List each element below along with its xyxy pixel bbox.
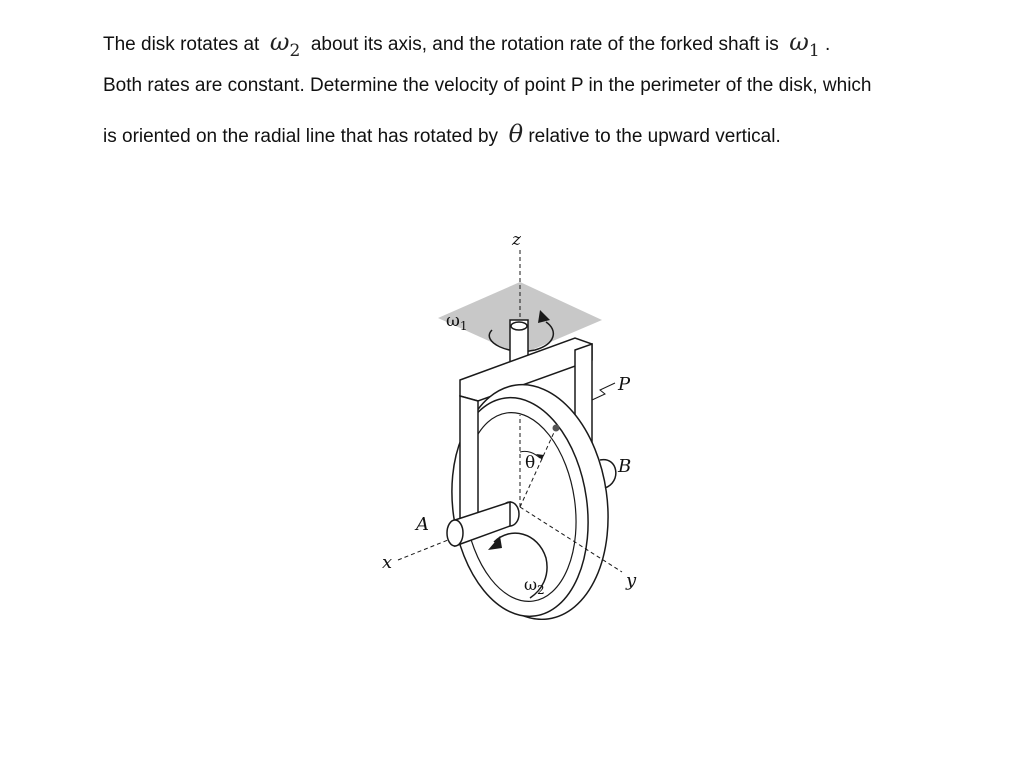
problem-statement bbox=[103, 30, 1003, 174]
problem-line-3 bbox=[103, 122, 1003, 170]
omega-2-letter: ω bbox=[269, 28, 290, 56]
line1-text-a: The disk rotates at bbox=[103, 34, 260, 55]
problem-line-2: Both rates are constant. Determine the velocity of point P in the perimeter of the disk, which bbox=[103, 75, 872, 96]
omega-1-subscript: 1 bbox=[808, 41, 820, 61]
omega-1-label-subscript: 1 bbox=[459, 319, 468, 333]
x-axis-label: x bbox=[382, 552, 393, 573]
y-axis-label: y bbox=[626, 570, 637, 591]
omega-2-label-letter: ω bbox=[524, 575, 538, 594]
p-leader-line bbox=[592, 383, 615, 400]
omega-2-label-subscript: 2 bbox=[537, 583, 545, 597]
p-label: P bbox=[618, 374, 631, 395]
point-p bbox=[553, 425, 560, 432]
omega-2-symbol bbox=[269, 28, 301, 61]
line3-text-a: is oriented on the radial line that has rotated by bbox=[103, 126, 499, 147]
line1-period: . bbox=[824, 34, 831, 55]
omega-1-letter: ω bbox=[789, 28, 809, 56]
fork-left-arm bbox=[460, 396, 478, 526]
omega-1-label-letter: ω bbox=[446, 311, 460, 331]
theta-symbol: θ bbox=[508, 120, 524, 148]
b-label: B bbox=[618, 456, 632, 477]
theta-label: θ bbox=[525, 453, 536, 473]
omega-2-subscript: 2 bbox=[289, 41, 301, 61]
line3-text-b: relative to the upward vertical. bbox=[528, 126, 781, 147]
z-axis-label: z bbox=[512, 230, 521, 250]
a-label: A bbox=[416, 514, 429, 535]
mechanism-diagram bbox=[360, 220, 680, 620]
disk-fork-figure bbox=[360, 220, 680, 620]
axle-a-end bbox=[447, 520, 463, 546]
line1-text-b: about its axis, and the rotation rate of the forked shaft is bbox=[310, 34, 779, 55]
x-axis-line bbox=[398, 540, 448, 560]
omega-1-symbol bbox=[789, 28, 820, 61]
shaft-top bbox=[511, 322, 527, 330]
problem-line-1 bbox=[103, 30, 1003, 78]
